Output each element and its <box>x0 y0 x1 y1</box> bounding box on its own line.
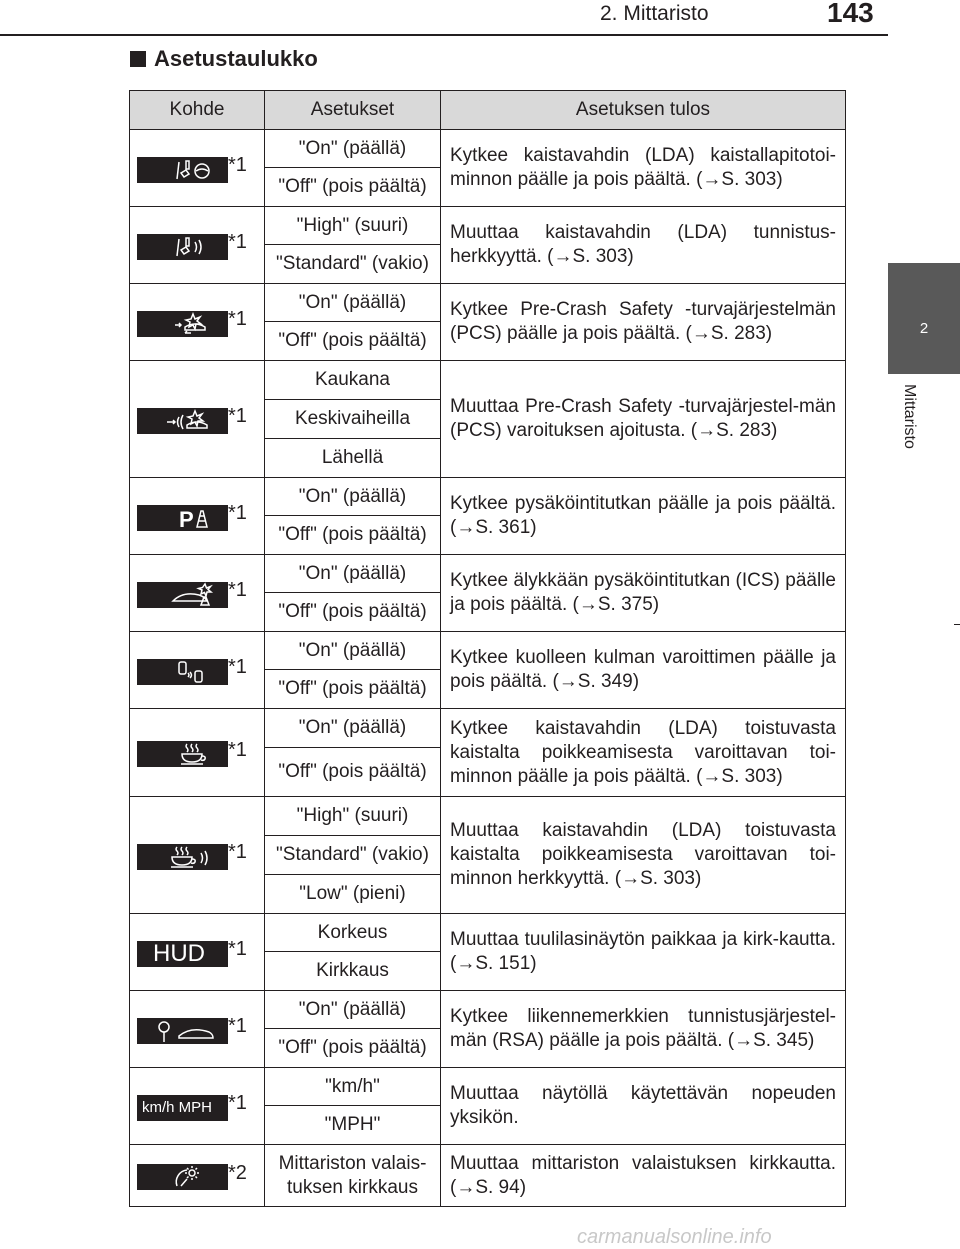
table-row <box>130 130 846 168</box>
footnote-marker: *1 <box>228 938 247 960</box>
watermark: carmanualsonline.info <box>577 1226 772 1248</box>
section-heading <box>130 46 318 72</box>
item-cell <box>130 361 265 478</box>
lda-sensitivity-icon <box>137 234 228 260</box>
footnote-marker: *1 <box>228 656 247 678</box>
setting-option: "Off" (pois päältä) <box>265 593 441 632</box>
item-cell <box>130 478 265 555</box>
item-cell <box>130 632 265 709</box>
item-cell <box>130 130 265 207</box>
column-header: Asetukset <box>265 91 441 130</box>
item-cell <box>130 284 265 361</box>
setting-option: "Off" (pois päältä) <box>265 516 441 555</box>
setting-result: Kytkee kuolleen kulman varoittimen päälle ja pois päältä. (→S. 349) <box>441 632 846 709</box>
table-row <box>130 709 846 748</box>
setting-result: Kytkee kaistavahdin (LDA) kaistallapitotoi-minnon päälle ja pois päältä. (→S. 303) <box>441 130 846 207</box>
table-header-row <box>130 91 846 130</box>
chapter-title: 2. Mittaristo <box>600 2 709 25</box>
table-row <box>130 1068 846 1106</box>
intelligent-clearance-sonar-icon <box>137 582 228 608</box>
speed-unit-icon <box>137 1095 228 1121</box>
table-row <box>130 991 846 1029</box>
chapter-tab <box>888 263 960 374</box>
setting-option: Lähellä <box>265 439 441 478</box>
footnote-marker: *1 <box>228 579 247 601</box>
item-cell <box>130 797 265 914</box>
setting-result: Muuttaa näytöllä käytettävän nopeuden yksikön. <box>441 1068 846 1145</box>
setting-result: Muuttaa tuulilasinäytön paikkaa ja kirk-kautta. (→S. 151) <box>441 914 846 991</box>
parking-sensor-icon <box>137 505 228 531</box>
setting-option: "Off" (pois päältä) <box>265 1029 441 1068</box>
setting-result: Muuttaa kaistavahdin (LDA) toistuvasta kaistalta poikkeamisesta varoittavan toi-minnon herkkyyttä. (→S. 303) <box>441 797 846 914</box>
item-cell <box>130 1068 265 1145</box>
setting-option: "High" (suuri) <box>265 207 441 245</box>
svg-text:P: P <box>179 506 194 531</box>
table-row <box>130 797 846 836</box>
setting-result: Muuttaa Pre-Crash Safety -turvajärjestel-män (PCS) varoituksen ajoitusta. (→S. 283) <box>441 361 846 478</box>
table-row <box>130 478 846 516</box>
setting-option: "On" (päällä) <box>265 284 441 322</box>
lane-departure-alert-icon <box>137 157 228 183</box>
table-row <box>130 207 846 245</box>
setting-option: "On" (päällä) <box>265 555 441 593</box>
sway-warning-icon <box>137 741 228 767</box>
setting-option: "km/h" <box>265 1068 441 1106</box>
setting-option: "Off" (pois päältä) <box>265 168 441 207</box>
margin-mark <box>954 624 960 625</box>
chapter-tab-label: Mittaristo <box>901 384 918 449</box>
hud-icon <box>137 941 228 967</box>
setting-option: "MPH" <box>265 1106 441 1145</box>
setting-option: "On" (päällä) <box>265 632 441 670</box>
setting-result: Kytkee kaistavahdin (LDA) toistuvasta kaistalta poikkeamisesta varoittavan toi-minnon päälle ja pois päältä. (→S. 303) <box>441 709 846 797</box>
page-number: 143 <box>827 0 874 28</box>
setting-option: "Off" (pois päältä) <box>265 670 441 709</box>
road-sign-assist-icon <box>137 1018 228 1044</box>
footnote-marker: *1 <box>228 1092 247 1114</box>
setting-option: "On" (päällä) <box>265 130 441 168</box>
item-cell <box>130 1145 265 1207</box>
item-cell <box>130 914 265 991</box>
column-header: Kohde <box>130 91 265 130</box>
setting-result: Kytkee älykkään pysäköintitutkan (ICS) päälle ja pois päältä. (→S. 375) <box>441 555 846 632</box>
table-row <box>130 632 846 670</box>
setting-result: Muuttaa kaistavahdin (LDA) tunnistus-herkkyyttä. (→S. 303) <box>441 207 846 284</box>
footnote-marker: *1 <box>228 738 247 761</box>
column-header: Asetuksen tulos <box>441 91 846 130</box>
setting-result: Kytkee pysäköintitutkan päälle ja pois päältä. (→S. 361) <box>441 478 846 555</box>
icon-text: km/h MPH <box>142 1098 213 1116</box>
settings-table <box>129 90 846 1207</box>
footnote-marker: *1 <box>228 405 247 427</box>
item-cell <box>130 207 265 284</box>
setting-option: "On" (päällä) <box>265 478 441 516</box>
setting-option: "Standard" (vakio) <box>265 245 441 284</box>
item-cell <box>130 991 265 1068</box>
setting-option: Korkeus <box>265 914 441 952</box>
setting-option: "On" (päällä) <box>265 709 441 748</box>
footnote-marker: *1 <box>228 154 247 176</box>
setting-option: "Off" (pois päältä) <box>265 748 441 797</box>
instrument-brightness-icon <box>137 1164 228 1190</box>
setting-option: "On" (päällä) <box>265 991 441 1029</box>
setting-option: Keskivaiheilla <box>265 400 441 439</box>
item-cell <box>130 555 265 632</box>
item-cell <box>130 709 265 797</box>
setting-option: "High" (suuri) <box>265 797 441 836</box>
table-row <box>130 1145 846 1207</box>
header-divider <box>0 34 888 36</box>
setting-option: "Off" (pois päältä) <box>265 322 441 361</box>
setting-option: Kaukana <box>265 361 441 400</box>
chapter-tab-number: 2 <box>919 320 929 337</box>
setting-option: "Low" (pieni) <box>265 875 441 914</box>
footnote-marker: *1 <box>228 231 247 253</box>
table-row <box>130 361 846 400</box>
footnote-marker: *2 <box>228 1161 247 1184</box>
pcs-warning-timing-icon <box>137 408 228 434</box>
footnote-marker: *1 <box>228 502 247 524</box>
table-row <box>130 555 846 593</box>
section-title-text: Asetustaulukko <box>154 46 318 71</box>
setting-option: "Standard" (vakio) <box>265 836 441 875</box>
table-row <box>130 284 846 322</box>
setting-result: Muuttaa mittariston valaistuksen kirkkautta. (→S. 94) <box>441 1145 846 1207</box>
footnote-marker: *1 <box>228 308 247 330</box>
footnote-marker: *1 <box>228 841 247 863</box>
setting-result: Kytkee Pre-Crash Safety -turvajärjestelmän (PCS) päälle ja pois päältä. (→S. 283) <box>441 284 846 361</box>
table-row <box>130 914 846 952</box>
table-body <box>130 130 846 1207</box>
setting-result: Kytkee liikennemerkkien tunnistusjärjestel-män (RSA) päälle ja pois päältä. (→S. 345) <box>441 991 846 1068</box>
pre-crash-safety-icon <box>137 311 228 337</box>
square-bullet-icon <box>130 51 146 67</box>
setting-option: Mittariston valais-tuksen kirkkaus <box>265 1145 441 1207</box>
sway-warning-sensitivity-icon <box>137 844 228 870</box>
setting-option: Kirkkaus <box>265 952 441 991</box>
icon-text: HUD <box>153 939 205 967</box>
footnote-marker: *1 <box>228 1015 247 1037</box>
blind-spot-monitor-icon <box>137 659 228 685</box>
